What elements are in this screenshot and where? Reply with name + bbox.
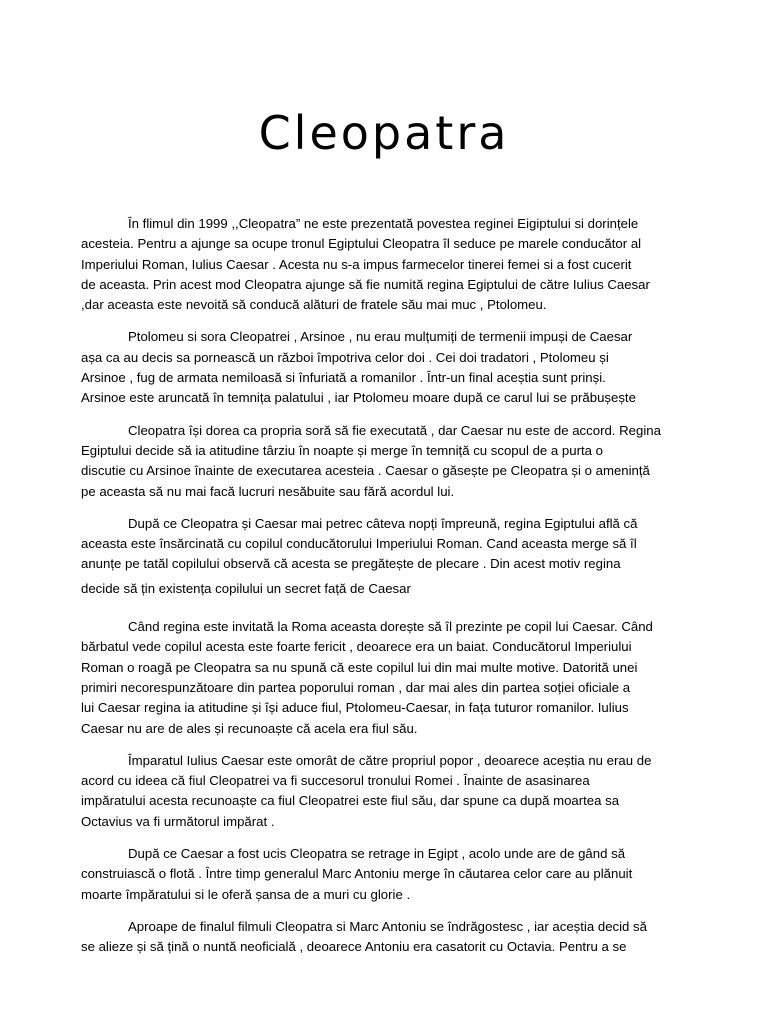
text-line: pe aceasta să nu mai facă lucruri nesăbuite sau fără acordul lui. bbox=[81, 483, 455, 499]
text-line: de aceasta. Prin acest mod Cleopatra ajunge să fie numită regina Egiptului de către Iulius Caesar bbox=[81, 276, 650, 292]
text-line: După ce Cleopatra și Caesar mai petrec câteva nopți împreună, regina Egiptului află că bbox=[128, 515, 638, 531]
text-line: impăratului acesta recunoaște ca fiul Cleopatrei este fiul său, dar spune ca după moartea sa bbox=[81, 793, 620, 809]
text-line: acesteia. Pentru a ajunge sa ocupe tronul Egiptului Cleopatra îl seduce pe marele conducător al bbox=[81, 236, 642, 252]
document-body bbox=[81, 214, 681, 970]
text-line: primiri necorespunzătoare din partea poporului roman , dar mai ales din partea soției oficiale a bbox=[81, 679, 631, 695]
text-line: se alieze și să țină o nuntă neoficială , deoarece Antoniu era casatorit cu Octavia. Pentru a se bbox=[81, 939, 627, 955]
text-line: După ce Caesar a fost ucis Cleopatra se retrage in Egipt , acolo unde are de gând să bbox=[128, 846, 626, 862]
text-line: Arsinoe , fug de armata nemiloasă si înfuriată a romanilor . Într-un final aceștia sunt prinși. bbox=[81, 370, 606, 386]
paragraph-7 bbox=[81, 844, 681, 905]
text-line: Caesar nu are de ales și recunoaște că acela era fiul său. bbox=[81, 720, 418, 736]
text-line: construiască o flotă . Între timp generalul Marc Antoniu merge în căutarea celor care au plănuit bbox=[81, 866, 633, 882]
paragraph-2 bbox=[81, 327, 681, 408]
text-line: acord cu ideea că fiul Cleopatrei va fi succesorul tronului Romei . Înainte de asasinarea bbox=[81, 773, 590, 789]
paragraph-3 bbox=[81, 421, 681, 502]
text-line: Roman o roagă pe Cleopatra sa nu spună că este copilul lui din mai multe motive. Datorită unei bbox=[81, 659, 638, 675]
paragraph-8 bbox=[81, 917, 681, 958]
text-line: Aproape de finalul filmuli Cleopatra si Marc Antoniu se îndrăgostesc , iar aceștia decid să bbox=[128, 918, 647, 934]
text-line: Arsinoe este aruncată în temnița palatului , iar Ptolomeu moare după ce carul lui se prăbușește bbox=[81, 390, 636, 406]
text-line: bărbatul vede copilul acesta este foarte fericit , deoarece era un baiat. Conducătorul Imperiului bbox=[81, 639, 632, 655]
text-line: În flimul din 1999 ,,Cleopatra” ne este prezentată povestea reginei Eigiptului si dorințele bbox=[128, 216, 639, 231]
text-line: Egiptului decide să ia atitudine târziu în noapte și merge în temniță cu scopul de a purta o bbox=[81, 442, 603, 458]
text-line: Ptolomeu si sora Cleopatrei , Arsinoe , nu erau mulțumiți de termenii impuși de Caesar bbox=[128, 329, 633, 345]
text-line: lui Caesar regina ia atitudine și își aduce fiul, Ptolomeu-Caesar, in fața tuturor romanilor. Iulius bbox=[81, 700, 629, 716]
text-line: ,dar aceasta este nevoită să conducă alături de fratele său mai muc , Ptolomeu. bbox=[81, 297, 547, 313]
text-line: Când regina este invitată la Roma aceasta dorește să îl prezinte pe copil lui Caesar. Când bbox=[128, 619, 653, 635]
text-line: așa ca au decis sa pornească un război împotriva celor doi . Cei doi tradatori , Ptolomeu și bbox=[81, 349, 609, 365]
text-line: moarte împăratului si le oferă șansa de a muri cu glorie . bbox=[81, 886, 411, 902]
text-line: aceasta este însărcinată cu copilul conducătorului Imperiului Roman. Cand aceasta merge să îl bbox=[81, 536, 637, 552]
text-line: anunțe pe tatăl copilului observă că acesta se pregătește de plecare . Din acest motiv regina bbox=[81, 556, 621, 572]
text-line: discutie cu Arsinoe înainte de executarea acesteia . Caesar o găsește pe Cleopatra și o amenință bbox=[81, 463, 650, 479]
text-line: decide să țin existența copilului un secret față de Caesar bbox=[81, 580, 411, 596]
paragraph-1 bbox=[81, 214, 681, 315]
paragraph-4 bbox=[81, 514, 681, 599]
paragraph-6 bbox=[81, 751, 681, 832]
text-line: Cleopatra își dorea ca propria soră să fie executată , dar Caesar nu este de accord. Regina bbox=[128, 422, 661, 438]
paragraph-5 bbox=[81, 617, 681, 739]
text-line: Octavius va fi următorul impărat . bbox=[81, 813, 275, 829]
text-line: Imperiului Roman, Iulius Caesar . Acesta nu s-a impus farmecelor tinerei femei si a fost cucerit bbox=[81, 256, 632, 272]
document-title: Cleopatra bbox=[258, 106, 510, 160]
text-line: Împaratul Iulius Caesar este omorât de către propriul popor , deoarece aceștia nu erau de bbox=[128, 752, 652, 768]
